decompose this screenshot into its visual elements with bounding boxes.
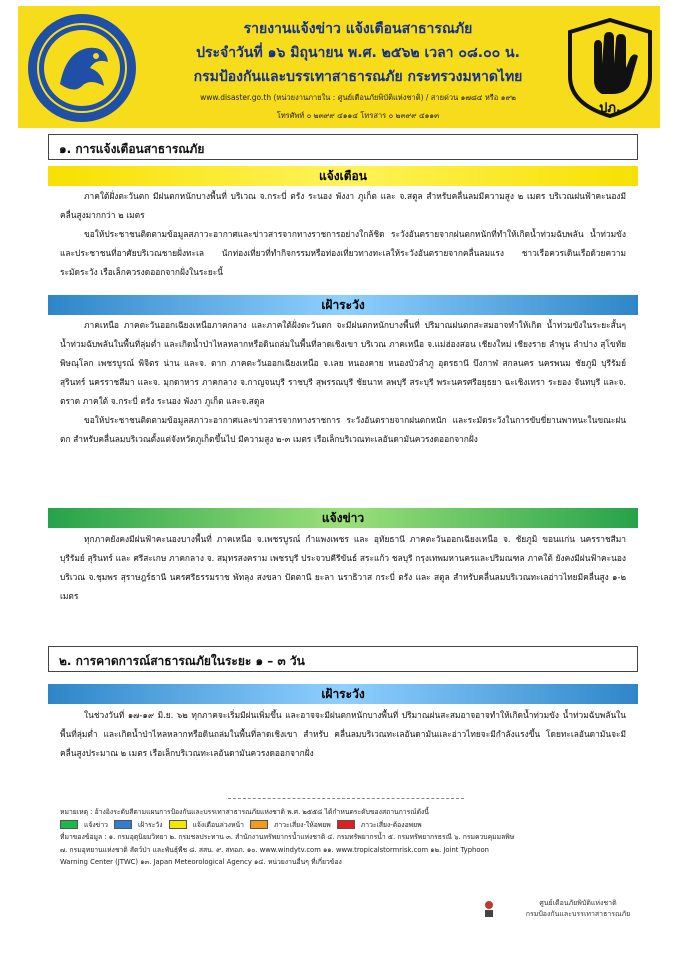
watch-1-paragraph-2: ขอให้ประชาชนติดตามข้อมูลสภาวะอากาศและข่าวสารจากทางราชการ ระวังอันตรายจากฝนตกหนัก และระมัดระวังในการขับขี่ยานพาหนะในขณะฝนตก สำหรับคลื่นลมบริเวณตั้งแต่จังหวัดภูเก็ตขึ้นไป มีความสูง ๒-๓ เมตร เรือเล็กบริเวณทะเลอันดามันควรงดออกจากฝั่ง	[60, 415, 626, 444]
dpm-logo-text: ปภ.	[599, 101, 621, 116]
footer-line-2: กรมป้องกันและบรรเทาสาธารณภัย	[525, 910, 631, 918]
footer	[498, 898, 658, 920]
sources-line-1: ที่มาของข้อมูล : ๑. กรมอุตุนิยมวิทยา ๒. กรมชลประทาน ๓. สำนักงานทรัพยากรน้ำแห่งชาติ ๔. กรมทรัพยากรน้ำ ๕. กรมทรัพยากรธรณี ๖. กรมควบคุมมลพิษ	[60, 833, 515, 841]
section-1-title: ๑. การแจ้งเตือนสาธารณภัย	[48, 134, 638, 160]
warning-center-icon	[482, 900, 496, 918]
header-department: กรมป้องกันและบรรเทาสาธารณภัย กระทรวงมหาดไทย	[193, 69, 523, 85]
notes-section	[60, 806, 630, 869]
header-phone: โทรศัพท์ ๐ ๒๓๙๙ ๔๑๑๔ โทรสาร ๐ ๒๓๙๙ ๔๑๑๓	[276, 111, 440, 120]
header-date: ประจำวันที่ ๑๖ มิถุนายน พ.ศ. ๒๕๖๒ เวลา ๐๘.๐๐ น.	[196, 45, 520, 61]
news-band: แจ้งข่าว	[48, 508, 638, 528]
warning-text	[60, 187, 626, 282]
warning-band: แจ้งเตือน	[48, 166, 638, 186]
warning-paragraph-2: ขอให้ประชาชนติดตามข้อมูลสภาวะอากาศและข่าวสารจากทางราชการอย่างใกล้ชิด ระวังอันตรายจากฝนตกหนักที่ทำให้เกิดน้ำท่วมฉับพลัน น้ำท่วมขัง และประชาชนที่อาศัยบริเวณชายฝั่งทะเล นักท่องเที่ยวที่ทำกิจกรรมหรือท่องเที่ยวทางทะเลให้ระวังอันตรายจากคลื่นลมแรง ชาวเรือควรเดินเรือด้วยความระมัดระวัง เรือเล็กควรงดออกจากฝั่งในระยะนี้	[60, 229, 626, 277]
legend-label-evacuate: ภาวะเสี่ยง-ให้อพยพ	[273, 820, 331, 829]
watch-band-2: เฝ้าระวัง	[48, 684, 638, 704]
legend-label-advance-warning: แจ้งเตือนล่วงหน้า	[192, 820, 244, 829]
watch-band-1: เฝ้าระวัง	[48, 295, 638, 315]
sources-line-3: Warning Center (JTWC) ๑๓. Japan Meteorological Agency ๑๔. หน่วยงานอื่นๆ ที่เกี่ยวข้อง	[60, 858, 342, 866]
footer-line-1: ศูนย์เตือนภัยพิบัติแห่งชาติ	[539, 899, 617, 907]
notes-remark: หมายเหตุ : อ้างอิงระดับสีตามแผนการป้องกันและบรรเทาสาธารณภัยแห่งชาติ พ.ศ. ๒๕๕๘ ได้กำหนดระดับของสถานการณ์ดังนี้	[60, 808, 429, 816]
color-legend	[60, 819, 630, 832]
legend-label-news: แจ้งข่าว	[84, 820, 108, 829]
dpm-logo	[566, 18, 654, 118]
header-title: รายงานแจ้งข่าว แจ้งเตือนสาธารณภัย	[243, 21, 473, 37]
watch-2-paragraph-1: ในช่วงวันที่ ๑๗-๑๙ มิ.ย. ๖๒ ทุกภาคจะเริ่มมีฝนเพิ่มขึ้น และอาจจะมีฝนตกหนักบางพื้นที่ ปริมาณฝนสะสมอาจอาจทำให้เกิดน้ำท่วมขัง น้ำท่วมฉับพลันในพื้นที่ลุ่มต่ำ และเกิดน้ำป่าไหลหลากหรือดินถล่มในพื้นที่ลาดเชิงเขา สำหรับ คลื่นลมบริเวณทะเลอันดามันและอ่าวไทยจะมีกำลังแรงขึ้น โดยทะเลอันดามันจะมีคลื่นสูงประมาณ ๒ เมตร เรือเล็กบริเวณทะเลอันดามันควรงดออกจากฝั่ง	[60, 710, 626, 758]
legend-label-must-evacuate: ภาวะเสี่ยง-ต้องอพยพ	[360, 820, 422, 829]
watch-1-paragraph-1: ภาคเหนือ ภาคตะวันออกเฉียงเหนือภาคกลาง และภาคใต้ฝั่งตะวันตก จะมีฝนตกหนักบางพื้นที่ ปริมาณฝนตกสะสมอาจทำให้เกิด น้ำท่วมขังในระยะสั้นๆ น้ำท่วมฉับพลันในพื้นที่ลุ่มต่ำ และเกิดน้ำป่าไหลหลากหรือดินถล่มในพื้นที่ลาดเชิงเขา บริเวณ ภาคเหนือ จ.แม่ฮ่องสอน เชียงใหม่ เชียงราย ลำพูน ลำปาง สุโขทัย พิษณุโลก เพชรบูรณ์ พิจิตร น่าน และจ. ตาก ภาคตะวันออกเฉียงเหนือ จ.เลย หนองคาย หนองบัวลำภู อุดรธานี บึงกาฬ สกลนคร นครพนม ชัยภูมิ บุรีรัมย์ สุรินทร์ นครราชสีมา และจ. มุกดาหาร ภาคกลาง จ.กาญจนบุรี ราชบุรี สุพรรณบุรี ชัยนาท ลพบุรี สระบุรี พระนครศรีอยุธยา ฉะเชิงเทรา ระยอง จันทบุรี และจ. ตราด ภาคใต้ จ.กระบี่ ตรัง ระนอง พังงา ภูเก็ต และจ.สตูล	[60, 320, 626, 406]
sources-line-2: ๗. กรมอุทยานแห่งชาติ สัตว์ป่า และพันธุ์พืช ๘. สสน. ๙. สทอภ. ๑๐. www.windytv.com ๑๑. www.tropicalstormrisk.com ๑๒. Joint Typhoon	[60, 845, 489, 854]
news-text	[60, 530, 626, 606]
ministry-seal-logo	[26, 12, 138, 124]
legend-swatch-news	[60, 820, 78, 829]
legend-label-watch: เฝ้าระวัง	[137, 820, 163, 829]
watch-2-text	[60, 706, 626, 763]
legend-swatch-watch	[114, 820, 132, 829]
news-paragraph-1: ทุกภาคยังคงมีฝนฟ้าคะนองบางพื้นที่ ภาคเหนือ จ.เพชรบูรณ์ กำแพงเพชร และ อุทัยธานี ภาคตะวันออกเฉียงเหนือ จ. ชัยภูมิ ขอนแก่น นครราชสีมา บุรีรัมย์ สุรินทร์ และ ศรีสะเกษ ภาคกลาง จ. สมุทรสงคราม เพชรบุรี ประจวบคีรีขันธ์ สระแก้ว ชลบุรี กรุงเทพมหานครและปริมณฑล ภาคใต้ ยังคงมีฝนฟ้าคะนอง บริเวณ จ.ชุมพร สุราษฎร์ธานี นครศรีธรรมราช พัทลุง สงขลา ปัตตานี ยะลา นราธิวาส กระบี่ ตรัง และ สตูล สำหรับคลื่นลมบริเวณทะเลอ่าวไทยมีคลื่นสูง ๑-๒ เมตร	[60, 534, 626, 601]
legend-swatch-evacuate	[250, 820, 268, 829]
watch-1-text	[60, 316, 626, 449]
divider	[228, 798, 464, 799]
legend-swatch-advance-warning	[169, 820, 187, 829]
report-header	[18, 6, 660, 128]
legend-swatch-must-evacuate	[337, 820, 355, 829]
warning-paragraph-1: ภาคใต้ฝั่งตะวันตก มีฝนตกหนักบางพื้นที่ บริเวณ จ.กระบี่ ตรัง ระนอง พังงา ภูเก็ต และ จ.สตูล สำหรับคลื่นลมมีความสูง ๒ เมตร บริเวณฝนฟ้าคะนองมีคลื่นสูงมากกว่า ๒ เมตร	[60, 191, 626, 220]
section-2-title: ๒. การคาดการณ์สาธารณภัยในระยะ ๑ – ๓ วัน	[48, 646, 638, 672]
header-contact: www.disaster.go.th (หน่วยงานภายใน : ศูนย์เตือนภัยพิบัติแห่งชาติ) / สายด่วน ๑๗๘๔ หรือ ๑๙๒	[200, 93, 516, 102]
